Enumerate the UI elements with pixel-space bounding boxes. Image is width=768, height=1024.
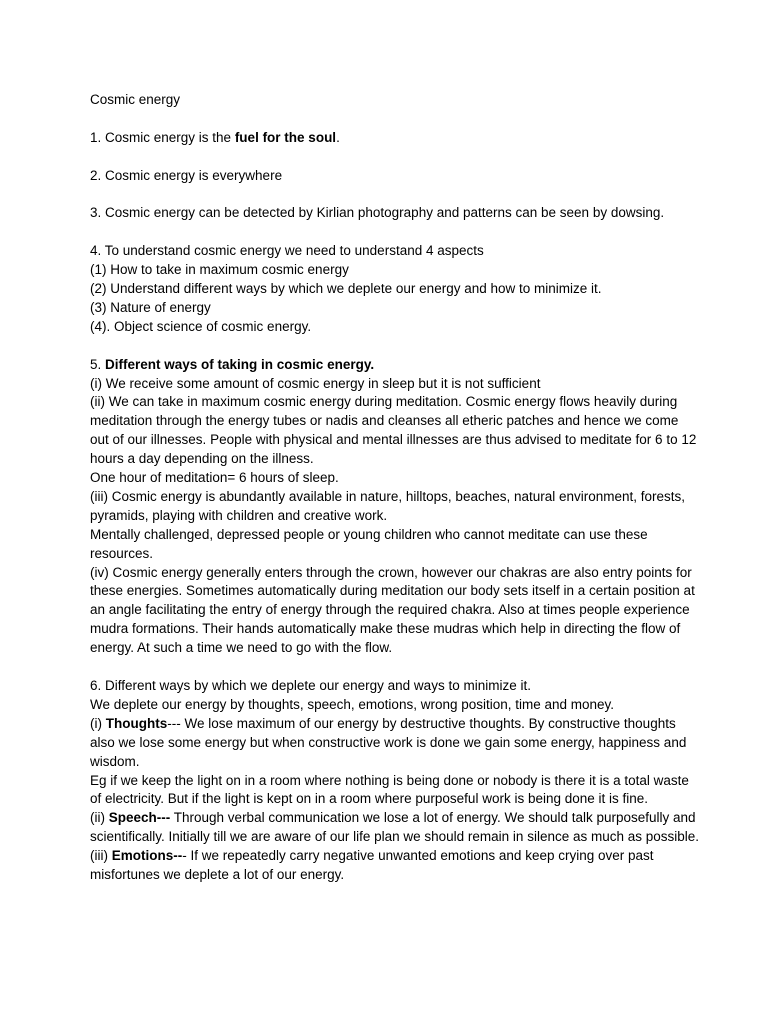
point-5-item: (iii) Cosmic energy is abundantly available in nature, hilltops, beaches, natural environment, forests, pyramids, playing with children and creative work. [90, 488, 686, 523]
point-4-item: (4). Object science of cosmic energy. [90, 318, 312, 334]
spacer [90, 186, 700, 205]
point-1 [90, 129, 700, 148]
document-title: Cosmic energy [90, 92, 181, 107]
thoughts-label: Thoughts [105, 715, 168, 731]
emotions-label: Emotions-- [111, 848, 183, 864]
speech-text: Through verbal communication we lose a lot of energy. We should talk purposefully and scientifically. Initially till we are aware of our life plan we should remain in silence as much as possible. [90, 810, 700, 845]
point-6-emotions [90, 847, 700, 885]
point-4-intro: 4. To understand cosmic energy we need to understand 4 aspects [90, 243, 484, 259]
point-1-pre: 1. Cosmic energy is the [90, 129, 235, 145]
spacer [90, 223, 700, 242]
point-5-item: (iv) Cosmic energy generally enters through the crown, however our chakras are also entry points for these energies. Sometimes automatically during meditation our body sets itself in a certain position at an angle facilitating the entry of energy through the required chakra. Also at times people experience mudra formations. Their hands automatically make these mudras which help in directing the flow of energy. At such a time we need to go with the flow. [90, 564, 695, 656]
point-5-number: 5. [90, 356, 106, 372]
emotions-prefix: (iii) [90, 848, 112, 864]
point-6-speech [90, 809, 700, 847]
point-6-example: Eg if we keep the light on in a room where nothing is being done or nobody is there it is a total waste of electricity. But if the light is kept on in a room where purposeful work is being done it is fine. [90, 772, 689, 807]
point-1-bold: fuel for the soul [234, 129, 337, 145]
point-5-heading-text: Different ways of taking in cosmic energy. [105, 356, 375, 372]
point-6-summary: We deplete our energy by thoughts, speech, emotions, wrong position, time and money. [90, 696, 615, 712]
point-4-item: (2) Understand different ways by which we deplete our energy and how to minimize it. [90, 281, 602, 296]
spacer [90, 148, 700, 167]
point-5-heading [90, 356, 700, 375]
speech-label: Speech--- [108, 810, 171, 826]
point-5-item: Mentally challenged, depressed people or young children who cannot meditate can use these resources. [90, 526, 648, 561]
point-2: 2. Cosmic energy is everywhere [90, 167, 283, 183]
spacer [90, 658, 700, 677]
point-1-post: . [336, 129, 340, 145]
point-5-item: (i) We receive some amount of cosmic energy in sleep but it is not sufficient [90, 375, 541, 391]
speech-prefix: (ii) [90, 810, 109, 826]
thoughts-text: --- We lose maximum of our energy by destructive thoughts. By constructive thoughts also we lose some energy but when constructive work is done we gain some energy, happiness and wisdom. [90, 715, 687, 769]
spacer [90, 110, 700, 129]
point-5-item: One hour of meditation= 6 hours of sleep. [90, 470, 339, 486]
thoughts-prefix: (i) [90, 715, 106, 731]
point-4-item: (1) How to take in maximum cosmic energy [90, 262, 349, 278]
spacer [90, 337, 700, 356]
point-3: 3. Cosmic energy can be detected by Kirlian photography and patterns can be seen by dowsing. [90, 205, 665, 221]
point-6-intro: 6. Different ways by which we deplete our energy and ways to minimize it. [90, 678, 531, 693]
emotions-text: - If we repeatedly carry negative unwanted emotions and keep crying over past misfortunes we deplete a lot of our energy. [90, 848, 654, 883]
point-6-thoughts [90, 715, 700, 772]
document-page [90, 91, 700, 885]
point-5-item: (ii) We can take in maximum cosmic energy during meditation. Cosmic energy flows heavily during meditation through the energy tubes or nadis and cleanses all etheric patches and hence we come out of our illnesses. People with physical and mental illnesses are thus advised to meditate for 6 to 12 hours a day depending on the illness. [90, 394, 697, 467]
point-4-item: (3) Nature of energy [90, 299, 211, 315]
